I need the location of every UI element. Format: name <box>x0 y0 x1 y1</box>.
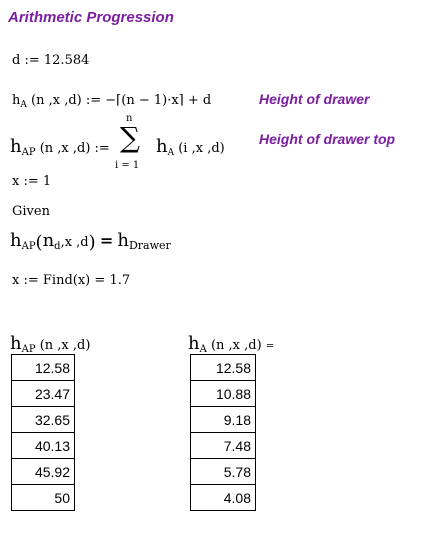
ha-expression: −⌈(n − 1)·x⌉ + d <box>105 93 212 108</box>
table-cell: 40.13 <box>12 433 75 459</box>
table-row <box>191 433 256 459</box>
x-variable: x <box>12 174 20 189</box>
table-cell: 9.18 <box>191 407 256 433</box>
find-statement[interactable] <box>12 273 130 288</box>
table-cell: 7.48 <box>191 433 256 459</box>
hdrawer-symbol: $h_{Drawer}$ <box>117 230 171 252</box>
worksheet-title: Arithmetic Progression <box>8 9 174 26</box>
table-row <box>12 485 75 511</box>
table-cell: 5.78 <box>191 459 256 485</box>
table-row <box>12 433 75 459</box>
d-definition[interactable] <box>12 53 89 68</box>
assign-operator: := <box>94 141 110 156</box>
d-variable: d <box>12 53 21 68</box>
table-cell: 50 <box>12 485 75 511</box>
table-row <box>191 459 256 485</box>
given-keyword[interactable]: Given <box>12 204 50 219</box>
assign-operator: := <box>24 53 40 68</box>
summation-sigma: ∑ <box>120 121 140 154</box>
hap-symbol: $h_{AP}$ <box>10 230 36 252</box>
table-row <box>12 355 75 381</box>
sum-upper-limit: n <box>126 113 133 124</box>
find-expression: Find(x) <box>42 273 91 288</box>
assign-operator: := <box>23 273 39 288</box>
table-row <box>12 407 75 433</box>
ha-symbol: $h_A$ <box>12 93 27 110</box>
table-row <box>191 355 256 381</box>
table-row <box>191 407 256 433</box>
close-paren: ) <box>88 232 96 253</box>
table-row <box>191 485 256 511</box>
table-cell: 12.58 <box>191 355 256 381</box>
hap-symbol: $h_{AP}$ <box>10 333 36 355</box>
hap-definition-lhs[interactable] <box>10 136 110 158</box>
table-cell: 10.88 <box>191 381 256 407</box>
ha-args: (n ,x ,d) <box>210 338 262 353</box>
solve-constraint[interactable] <box>10 230 171 253</box>
constraint-args: ,x ,d <box>60 235 89 250</box>
table-cell: 32.65 <box>12 407 75 433</box>
hap-args: (n ,x ,d) <box>39 338 91 353</box>
x-variable: x <box>12 273 20 288</box>
table-cell: 12.58 <box>12 355 75 381</box>
table-row <box>12 459 75 485</box>
table-row <box>12 381 75 407</box>
boolean-equals: = <box>99 231 114 250</box>
open-paren: ( <box>35 232 43 253</box>
result-equals: = <box>94 273 106 288</box>
hap-symbol: $h_{AP}$ <box>10 136 36 158</box>
sum-lower-limit: i = 1 <box>115 160 140 171</box>
find-result: 1.7 <box>109 273 131 288</box>
x-definition[interactable] <box>12 174 51 189</box>
ha-comment: Height of drawer <box>259 91 370 107</box>
hap-args: (n ,x ,d) <box>39 141 91 156</box>
nd-symbol: $n_d$ <box>42 230 61 252</box>
table-row <box>191 381 256 407</box>
table-cell: 4.08 <box>191 485 256 511</box>
assign-operator: := <box>23 174 39 189</box>
hap-comment: Height of drawer top <box>259 131 396 147</box>
table-cell: 23.47 <box>12 381 75 407</box>
assign-operator: := <box>85 93 102 108</box>
ha-term-symbol: hA <box>156 136 175 158</box>
sum-term <box>156 136 225 158</box>
ha-definition[interactable] <box>12 93 211 110</box>
table-cell: 45.92 <box>12 459 75 485</box>
d-value: 12.584 <box>43 53 90 68</box>
table-right[interactable] <box>190 354 256 511</box>
ha-args: (n ,x ,d) <box>31 93 82 108</box>
ha-term-args: (i ,x ,d) <box>178 141 225 156</box>
table-right-header[interactable] <box>188 333 274 355</box>
table-left[interactable] <box>11 354 75 511</box>
table-left-header[interactable] <box>10 333 90 355</box>
x-guess-value: 1 <box>42 174 52 189</box>
result-equals: = <box>265 341 275 352</box>
ha-symbol: $h_A$ <box>188 333 207 355</box>
